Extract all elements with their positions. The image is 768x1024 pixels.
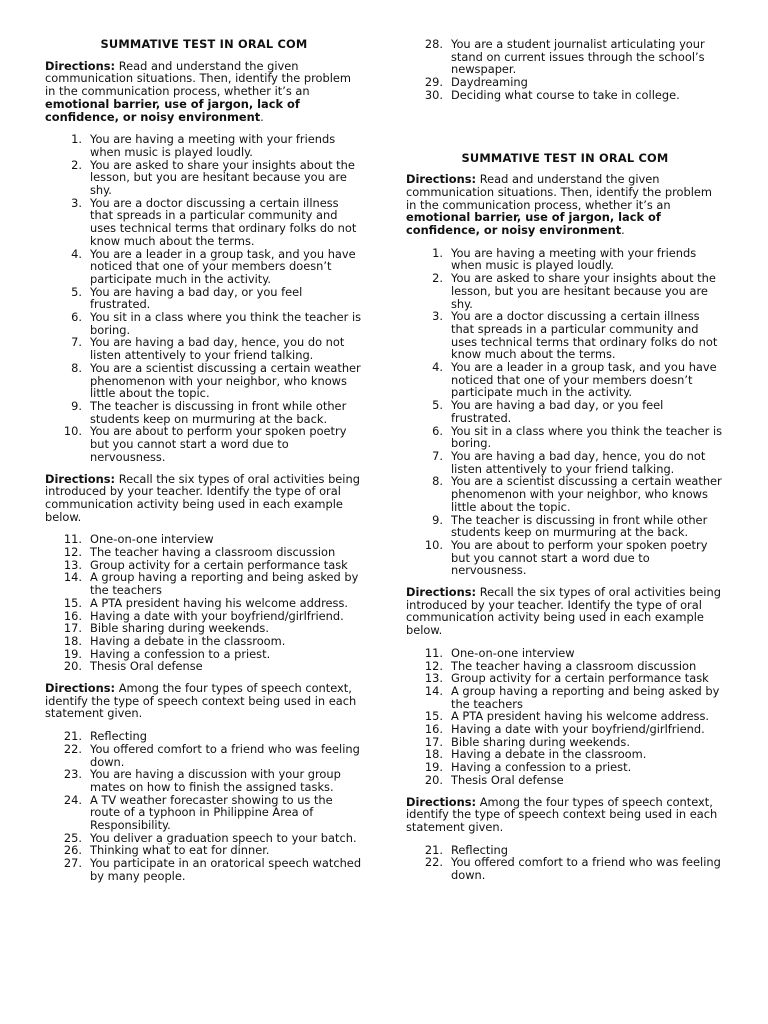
- test-title: SUMMATIVE TEST IN ORAL COM: [100, 37, 308, 51]
- question-number: 12.: [63, 545, 82, 560]
- question-number: 5.: [71, 284, 82, 299]
- question-number: 28.: [424, 37, 443, 51]
- question-text: You are having a bad day, hence, you do not listen attentively to your friend talking.: [90, 335, 345, 363]
- directions-3-text: Among the four types of speech context, identify the type of speech context being used in each statement given.: [406, 794, 718, 834]
- question-text: You are asked to share your insights about the lesson, but you are hesitant because you are shy.: [90, 157, 355, 198]
- question-list-21-22-copy: [406, 844, 724, 882]
- directions-label: Directions:: [45, 58, 116, 73]
- question-number: 13.: [424, 671, 443, 686]
- question-number: 11.: [63, 532, 82, 547]
- directions-label: Directions:: [45, 681, 116, 696]
- question-text: The teacher having a classroom discussion: [451, 658, 697, 673]
- question-text: You are having a discussion with your group mates on how to finish the assigned tasks.: [90, 767, 341, 794]
- question-item: [45, 311, 363, 336]
- directions-1-text-b: .: [260, 109, 264, 124]
- question-text: The teacher having a classroom discussion: [90, 545, 336, 560]
- question-number: 3.: [71, 195, 82, 210]
- question-list-11-20-copy: [406, 647, 724, 787]
- question-text: You are a leader in a group task, and you have noticed that one of your members doesn’t participate much in the activity.: [90, 246, 356, 286]
- question-item: [406, 425, 724, 450]
- question-text: A group having a reporting and being asked by the teachers: [451, 683, 720, 711]
- question-number: 17.: [63, 621, 82, 636]
- directions-1-copy: [406, 173, 724, 237]
- question-text: Daydreaming: [451, 75, 528, 90]
- question-number: 7.: [432, 448, 443, 463]
- question-number: 23.: [63, 767, 82, 782]
- directions-2-copy: [406, 586, 724, 637]
- directions-3-text: Among the four types of speech context, identify the type of speech context being used in each statement given.: [45, 681, 357, 721]
- directions-3-copy: [406, 796, 724, 834]
- question-item: [45, 286, 363, 311]
- question-item: [45, 197, 363, 248]
- question-item: [406, 685, 724, 710]
- question-text: You are about to perform your spoken poetry but you cannot start a word due to nervousness.: [451, 537, 708, 578]
- question-number: 10.: [63, 424, 82, 439]
- question-item: [45, 571, 363, 596]
- directions-label: Directions:: [45, 471, 116, 486]
- question-item: [45, 248, 363, 286]
- question-text: You are a student journalist articulating your stand on current issues through the school’s newspaper.: [451, 37, 705, 77]
- question-number: 16.: [63, 608, 82, 623]
- question-text: You are a doctor discussing a certain illness that spreads in a particular community and uses technical terms that ordinary folks do not know much about the terms.: [451, 309, 718, 362]
- question-number: 15.: [63, 595, 82, 610]
- question-number: 3.: [432, 309, 443, 324]
- question-item: [406, 247, 724, 272]
- question-item: [406, 475, 724, 513]
- question-item: [406, 89, 724, 102]
- directions-label: Directions:: [406, 172, 477, 187]
- question-item: [45, 743, 363, 768]
- directions-3: [45, 682, 363, 720]
- question-text: Reflecting: [451, 842, 508, 857]
- question-number: 19.: [424, 760, 443, 775]
- question-item: [45, 857, 363, 882]
- question-number: 20.: [63, 659, 82, 674]
- directions-1: [45, 60, 363, 124]
- question-text: You are having a meeting with your friends when music is played loudly.: [90, 132, 336, 159]
- question-number: 8.: [432, 474, 443, 489]
- question-item: [45, 425, 363, 463]
- question-number: 21.: [63, 729, 82, 744]
- question-text: Group activity for a certain performance task: [451, 671, 709, 686]
- question-text: You are a doctor discussing a certain illness that spreads in a particular community and uses technical terms that ordinary folks do not know much about the terms.: [90, 195, 357, 248]
- question-text: A PTA president having his welcome address.: [451, 709, 710, 724]
- question-number: 12.: [424, 658, 443, 673]
- question-text: Having a date with your boyfriend/girlfriend.: [451, 722, 705, 737]
- question-number: 18.: [63, 633, 82, 648]
- question-number: 2.: [432, 271, 443, 286]
- question-number: 30.: [424, 87, 443, 102]
- question-number: 16.: [424, 722, 443, 737]
- question-item: [45, 400, 363, 425]
- question-number: 14.: [63, 570, 82, 585]
- question-text: You are a leader in a group task, and you have noticed that one of your members doesn’t participate much in the activity.: [451, 360, 717, 400]
- question-list-11-20: [45, 533, 363, 673]
- question-text: Thinking what to eat for dinner.: [90, 843, 270, 858]
- question-text: Bible sharing during weekends.: [90, 621, 269, 636]
- left-column: [45, 38, 363, 883]
- question-text: You are having a bad day, hence, you do not listen attentively to your friend talking.: [451, 448, 706, 476]
- question-text: Having a debate in the classroom.: [90, 633, 286, 648]
- question-text: You sit in a class where you think the teacher is boring.: [451, 423, 723, 451]
- question-number: 13.: [63, 557, 82, 572]
- question-item: [45, 133, 363, 158]
- question-text: The teacher is discussing in front while other students keep on murmuring at the back.: [90, 398, 347, 426]
- directions-1-bold: emotional barrier, use of jargon, lack of confidence, or noisy environment: [406, 210, 661, 238]
- question-item: [45, 794, 363, 832]
- question-number: 20.: [424, 772, 443, 787]
- question-text: Reflecting: [90, 729, 147, 744]
- question-number: 22.: [63, 741, 82, 756]
- question-text: You are having a bad day, or you feel frustrated.: [451, 398, 664, 425]
- question-text: You deliver a graduation speech to your batch.: [90, 830, 357, 845]
- question-list-21-27: [45, 730, 363, 882]
- question-number: 26.: [63, 843, 82, 858]
- question-text: You sit in a class where you think the teacher is boring.: [90, 310, 362, 337]
- question-text: You are a scientist discussing a certain weather phenomenon with your neighbor, who knows little about the topic.: [90, 360, 361, 401]
- question-number: 5.: [432, 398, 443, 413]
- question-text: You participate in an oratorical speech watched by many people.: [90, 856, 362, 883]
- directions-2: [45, 473, 363, 524]
- question-list-28-30: [406, 38, 724, 102]
- directions-2-text: Recall the six types of oral activities being introduced by your teacher. Identify the type of oral communication activity being used in each example below.: [45, 471, 360, 524]
- directions-label: Directions:: [406, 585, 477, 600]
- question-text: Thesis Oral defense: [451, 772, 564, 787]
- question-text: You are a scientist discussing a certain weather phenomenon with your neighbor, who knows little about the topic.: [451, 474, 722, 514]
- question-number: 27.: [63, 856, 82, 871]
- question-text: Having a debate in the classroom.: [451, 747, 647, 762]
- question-item: [406, 539, 724, 577]
- directions-2-text: Recall the six types of oral activities being introduced by your teacher. Identify the type of oral communication activity being used in each example below.: [406, 585, 721, 638]
- directions-1-text-a: Read and understand the given communication situations. Then, identify the problem in the communication process, whether it’s an: [406, 172, 712, 212]
- question-item: [45, 660, 363, 673]
- question-number: 6.: [432, 423, 443, 438]
- question-text: You offered comfort to a friend who was feeling down.: [90, 741, 360, 769]
- question-text: Thesis Oral defense: [90, 659, 203, 674]
- question-item: [406, 774, 724, 787]
- question-number: 17.: [424, 734, 443, 749]
- question-number: 24.: [63, 792, 82, 807]
- question-text: You offered comfort to a friend who was feeling down.: [451, 855, 721, 883]
- directions-1-text-a: Read and understand the given communication situations. Then, identify the problem in the communication process, whether it’s an: [45, 58, 351, 99]
- question-text: Deciding what course to take in college.: [451, 87, 680, 102]
- question-number: 8.: [71, 360, 82, 375]
- question-number: 10.: [424, 537, 443, 552]
- question-list-1-10-copy: [406, 247, 724, 577]
- question-number: 7.: [71, 335, 82, 350]
- question-number: 29.: [424, 75, 443, 90]
- question-text: A group having a reporting and being asked by the teachers: [90, 570, 359, 598]
- question-number: 1.: [432, 245, 443, 260]
- question-item: [406, 856, 724, 881]
- question-text: A PTA president having his welcome address.: [90, 595, 349, 610]
- question-number: 14.: [424, 683, 443, 698]
- question-text: You are about to perform your spoken poetry but you cannot start a word due to nervousness.: [90, 424, 347, 464]
- question-text: Having a confession to a priest.: [451, 760, 632, 775]
- question-text: The teacher is discussing in front while other students keep on murmuring at the back.: [451, 512, 708, 540]
- question-number: 19.: [63, 646, 82, 661]
- question-item: [406, 361, 724, 399]
- question-text: Having a confession to a priest.: [90, 646, 271, 661]
- question-number: 9.: [71, 398, 82, 413]
- question-number: 15.: [424, 709, 443, 724]
- question-number: 25.: [63, 830, 82, 845]
- question-item: [406, 310, 724, 361]
- question-item: [406, 514, 724, 539]
- directions-1-bold: emotional barrier, use of jargon, lack of confidence, or noisy environment: [45, 96, 300, 124]
- question-text: You are having a meeting with your friends when music is played loudly.: [451, 245, 697, 273]
- question-number: 9.: [432, 512, 443, 527]
- question-number: 4.: [432, 360, 443, 375]
- question-text: You are asked to share your insights about the lesson, but you are hesitant because you are shy.: [451, 271, 716, 311]
- question-item: [45, 362, 363, 400]
- question-number: 1.: [71, 132, 82, 147]
- question-text: Group activity for a certain performance task: [90, 557, 348, 572]
- test-title-copy: SUMMATIVE TEST IN ORAL COM: [461, 150, 669, 165]
- question-text: One-on-one interview: [90, 532, 214, 547]
- right-column: [406, 38, 724, 882]
- directions-1-text-b: .: [621, 223, 625, 238]
- question-text: Bible sharing during weekends.: [451, 734, 630, 749]
- question-list-1-10: [45, 133, 363, 463]
- question-item: [45, 768, 363, 793]
- question-item: [406, 450, 724, 475]
- question-number: 2.: [71, 157, 82, 172]
- question-item: [45, 336, 363, 361]
- question-number: 4.: [71, 246, 82, 261]
- question-text: Having a date with your boyfriend/girlfriend.: [90, 608, 344, 623]
- question-text: One-on-one interview: [451, 645, 575, 660]
- question-number: 18.: [424, 747, 443, 762]
- question-item: [406, 272, 724, 310]
- question-number: 11.: [424, 645, 443, 660]
- question-text: You are having a bad day, or you feel frustrated.: [90, 284, 303, 312]
- question-number: 22.: [424, 855, 443, 870]
- question-number: 21.: [424, 842, 443, 857]
- question-item: [406, 399, 724, 424]
- directions-label: Directions:: [406, 794, 477, 809]
- question-item: [406, 38, 724, 76]
- question-item: [45, 159, 363, 197]
- question-text: A TV weather forecaster showing to us the route of a typhoon in Philippine Area of Responsibility.: [90, 792, 333, 833]
- question-number: 6.: [71, 310, 82, 325]
